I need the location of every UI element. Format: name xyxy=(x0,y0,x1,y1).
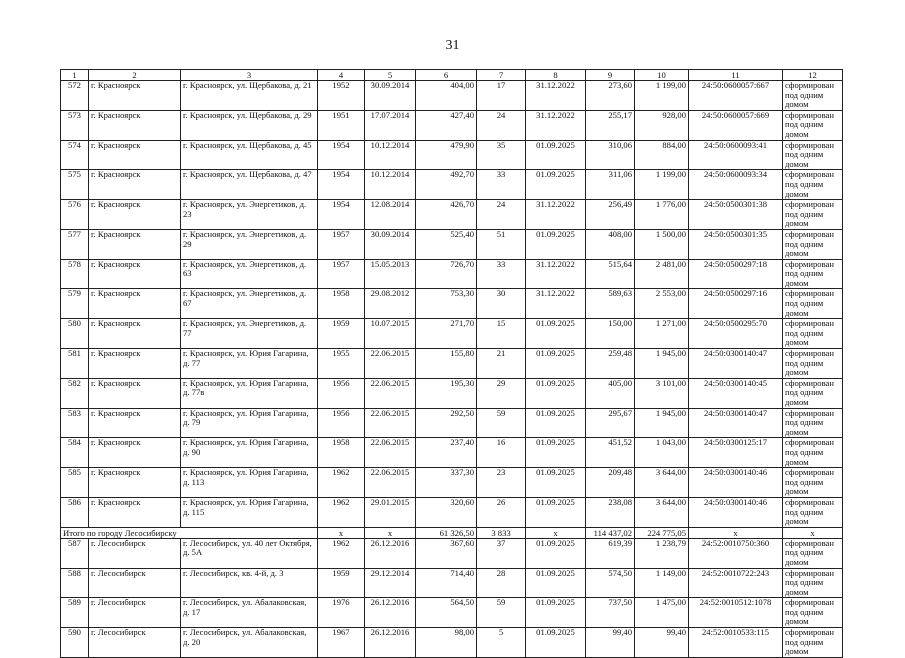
land-status: сформирован под одним домом xyxy=(783,378,843,408)
table-row xyxy=(61,319,843,349)
residents: 26 xyxy=(477,497,526,527)
area-total: 1 945,00 xyxy=(635,408,689,438)
address: г. Красноярск, ул. Юрия Гагарина, д. 113 xyxy=(181,468,318,498)
address: г. Красноярск, ул. Юрия Гагарина, д. 79 xyxy=(181,408,318,438)
date: 30.09.2014 xyxy=(365,81,416,111)
row-number: 585 xyxy=(61,468,89,498)
address: г. Красноярск, ул. Юрия Гагарина, д. 77 xyxy=(181,349,318,379)
year-built: 1967 xyxy=(318,628,365,658)
table-row xyxy=(61,200,843,230)
municipality: г. Красноярск xyxy=(89,289,181,319)
table-row xyxy=(61,497,843,527)
residents: 5 xyxy=(477,628,526,658)
address: г. Красноярск, ул. Щербакова, д. 29 xyxy=(181,110,318,140)
address: г. Красноярск, ул. Энергетиков, д. 63 xyxy=(181,259,318,289)
municipality: г. Лесосибирск xyxy=(89,568,181,598)
date: 22.06.2015 xyxy=(365,349,416,379)
deadline: 01.09.2025 xyxy=(526,408,586,438)
column-header: 6 xyxy=(416,70,477,81)
area-total: 1 199,00 xyxy=(635,81,689,111)
address: г. Красноярск, ул. Щербакова, д. 21 xyxy=(181,81,318,111)
date: 12.08.2014 xyxy=(365,200,416,230)
area: 367,60 xyxy=(416,538,477,568)
land-status: сформирован под одним домом xyxy=(783,628,843,658)
table-row xyxy=(61,408,843,438)
residents: 24 xyxy=(477,110,526,140)
area: 404,00 xyxy=(416,81,477,111)
address: г. Красноярск, ул. Юрия Гагарина, д. 77в xyxy=(181,378,318,408)
deadline: 01.09.2025 xyxy=(526,170,586,200)
address: г. Красноярск, ул. Юрия Гагарина, д. 90 xyxy=(181,438,318,468)
row-number: 588 xyxy=(61,568,89,598)
row-number: 583 xyxy=(61,408,89,438)
column-header: 2 xyxy=(89,70,181,81)
cadastral-number: 24:50:0500301:35 xyxy=(689,229,783,259)
deadline: 01.09.2025 xyxy=(526,598,586,628)
area: 320,60 xyxy=(416,497,477,527)
cost: 737,50 xyxy=(586,598,635,628)
cost: 256,49 xyxy=(586,200,635,230)
deadline: 01.09.2025 xyxy=(526,319,586,349)
date: 10.12.2014 xyxy=(365,140,416,170)
year-built: 1954 xyxy=(318,140,365,170)
cadastral-number: 24:50:0300140:46 xyxy=(689,497,783,527)
deadline: 31.12.2022 xyxy=(526,289,586,319)
date: 15.05.2013 xyxy=(365,259,416,289)
residents: 37 xyxy=(477,538,526,568)
address: г. Красноярск, ул. Щербакова, д. 45 xyxy=(181,140,318,170)
land-status: сформирован под одним домом xyxy=(783,538,843,568)
land-status: сформирован под одним домом xyxy=(783,468,843,498)
cost: 150,00 xyxy=(586,319,635,349)
column-header: 7 xyxy=(477,70,526,81)
row-number: 572 xyxy=(61,81,89,111)
residents: 24 xyxy=(477,200,526,230)
area: 271,70 xyxy=(416,319,477,349)
date: 10.07.2015 xyxy=(365,319,416,349)
municipality: г. Красноярск xyxy=(89,319,181,349)
year-built: 1954 xyxy=(318,170,365,200)
land-status: сформирован под одним домом xyxy=(783,349,843,379)
deadline: 01.09.2025 xyxy=(526,349,586,379)
area-total: 1 199,00 xyxy=(635,170,689,200)
municipality: г. Красноярск xyxy=(89,200,181,230)
address: г. Красноярск, ул. Щербакова, д. 47 xyxy=(181,170,318,200)
column-header: 10 xyxy=(635,70,689,81)
table-row xyxy=(61,259,843,289)
total-value: x xyxy=(783,527,843,538)
cadastral-number: 24:52:0010512:1078 xyxy=(689,598,783,628)
area-total: 1 945,00 xyxy=(635,349,689,379)
year-built: 1952 xyxy=(318,81,365,111)
cost: 408,00 xyxy=(586,229,635,259)
municipality: г. Красноярск xyxy=(89,438,181,468)
address: г. Красноярск, ул. Энергетиков, д. 67 xyxy=(181,289,318,319)
table-row xyxy=(61,438,843,468)
table-row xyxy=(61,229,843,259)
table-row xyxy=(61,110,843,140)
year-built: 1954 xyxy=(318,200,365,230)
row-number: 582 xyxy=(61,378,89,408)
area: 525,40 xyxy=(416,229,477,259)
row-number: 580 xyxy=(61,319,89,349)
deadline: 01.09.2025 xyxy=(526,378,586,408)
cadastral-number: 24:52:0010722:243 xyxy=(689,568,783,598)
cadastral-number: 24:52:0010533:115 xyxy=(689,628,783,658)
area-total: 99,40 xyxy=(635,628,689,658)
cadastral-number: 24:50:0300140:46 xyxy=(689,468,783,498)
table-row xyxy=(61,140,843,170)
area-total: 1 149,00 xyxy=(635,568,689,598)
table-row xyxy=(61,468,843,498)
cadastral-number: 24:50:0600093:34 xyxy=(689,170,783,200)
column-header: 9 xyxy=(586,70,635,81)
date: 29.08.2012 xyxy=(365,289,416,319)
area-total: 3 644,00 xyxy=(635,468,689,498)
cost: 574,50 xyxy=(586,568,635,598)
total-label: Итого по городу Лесосибирску xyxy=(61,527,318,538)
date: 26.12.2016 xyxy=(365,538,416,568)
deadline: 01.09.2025 xyxy=(526,628,586,658)
year-built: 1957 xyxy=(318,259,365,289)
area-total: 1 776,00 xyxy=(635,200,689,230)
deadline: 01.09.2025 xyxy=(526,568,586,598)
area: 155,80 xyxy=(416,349,477,379)
table-row xyxy=(61,568,843,598)
area-total: 3 101,00 xyxy=(635,378,689,408)
date: 22.06.2015 xyxy=(365,438,416,468)
area-total: 1 043,00 xyxy=(635,438,689,468)
land-status: сформирован под одним домом xyxy=(783,170,843,200)
total-value: 61 326,50 xyxy=(416,527,477,538)
municipality: г. Красноярск xyxy=(89,81,181,111)
year-built: 1958 xyxy=(318,289,365,319)
deadline: 31.12.2022 xyxy=(526,110,586,140)
residents: 59 xyxy=(477,598,526,628)
area: 426,70 xyxy=(416,200,477,230)
residents: 15 xyxy=(477,319,526,349)
area: 195,30 xyxy=(416,378,477,408)
column-header: 12 xyxy=(783,70,843,81)
municipality: г. Лесосибирск xyxy=(89,538,181,568)
date: 17.07.2014 xyxy=(365,110,416,140)
cost: 99,40 xyxy=(586,628,635,658)
cost: 238,08 xyxy=(586,497,635,527)
year-built: 1962 xyxy=(318,468,365,498)
land-status: сформирован под одним домом xyxy=(783,140,843,170)
cost: 451,52 xyxy=(586,438,635,468)
area: 479,90 xyxy=(416,140,477,170)
address: г. Лесосибирск, ул. 40 лет Октября, д. 5А xyxy=(181,538,318,568)
row-number: 579 xyxy=(61,289,89,319)
land-status: сформирован под одним домом xyxy=(783,289,843,319)
cost: 255,17 xyxy=(586,110,635,140)
municipality: г. Лесосибирск xyxy=(89,598,181,628)
table-row xyxy=(61,598,843,628)
deadline: 01.09.2025 xyxy=(526,438,586,468)
date: 29.12.2014 xyxy=(365,568,416,598)
cadastral-number: 24:50:0500297:18 xyxy=(689,259,783,289)
residents: 16 xyxy=(477,438,526,468)
area: 714,40 xyxy=(416,568,477,598)
residents: 17 xyxy=(477,81,526,111)
cadastral-number: 24:52:0010750:360 xyxy=(689,538,783,568)
table-row xyxy=(61,628,843,658)
residents: 59 xyxy=(477,408,526,438)
column-header: 4 xyxy=(318,70,365,81)
land-status: сформирован под одним домом xyxy=(783,568,843,598)
total-value: x xyxy=(689,527,783,538)
area: 337,30 xyxy=(416,468,477,498)
date: 26.12.2016 xyxy=(365,628,416,658)
area-total: 884,00 xyxy=(635,140,689,170)
date: 30.09.2014 xyxy=(365,229,416,259)
year-built: 1951 xyxy=(318,110,365,140)
land-status: сформирован под одним домом xyxy=(783,319,843,349)
land-status: сформирован под одним домом xyxy=(783,110,843,140)
deadline: 31.12.2022 xyxy=(526,259,586,289)
municipality: г. Красноярск xyxy=(89,408,181,438)
residents: 51 xyxy=(477,229,526,259)
total-value: 3 833 xyxy=(477,527,526,538)
cadastral-number: 24:50:0300125:17 xyxy=(689,438,783,468)
cadastral-number: 24:50:0300140:47 xyxy=(689,349,783,379)
residents: 30 xyxy=(477,289,526,319)
area-total: 1 475,00 xyxy=(635,598,689,628)
area: 98,00 xyxy=(416,628,477,658)
row-number: 577 xyxy=(61,229,89,259)
area: 753,30 xyxy=(416,289,477,319)
municipality: г. Красноярск xyxy=(89,497,181,527)
area: 292,50 xyxy=(416,408,477,438)
deadline: 01.09.2025 xyxy=(526,140,586,170)
total-value: x xyxy=(318,527,365,538)
municipality: г. Красноярск xyxy=(89,140,181,170)
cost: 589,63 xyxy=(586,289,635,319)
land-status: сформирован под одним домом xyxy=(783,408,843,438)
cost: 259,48 xyxy=(586,349,635,379)
cost: 405,00 xyxy=(586,378,635,408)
land-status: сформирован под одним домом xyxy=(783,497,843,527)
area-total: 2 553,00 xyxy=(635,289,689,319)
cadastral-number: 24:50:0600057:669 xyxy=(689,110,783,140)
total-row xyxy=(61,527,843,538)
residents: 23 xyxy=(477,468,526,498)
address: г. Красноярск, ул. Энергетиков, д. 77 xyxy=(181,319,318,349)
total-value: x xyxy=(365,527,416,538)
row-number: 586 xyxy=(61,497,89,527)
deadline: 01.09.2025 xyxy=(526,229,586,259)
cost: 311,06 xyxy=(586,170,635,200)
cost: 273,60 xyxy=(586,81,635,111)
column-header-row xyxy=(61,70,843,81)
deadline: 01.09.2025 xyxy=(526,497,586,527)
area: 564,50 xyxy=(416,598,477,628)
table-row xyxy=(61,378,843,408)
date: 26.12.2016 xyxy=(365,598,416,628)
row-number: 584 xyxy=(61,438,89,468)
year-built: 1959 xyxy=(318,568,365,598)
cost: 209,48 xyxy=(586,468,635,498)
residents: 33 xyxy=(477,259,526,289)
row-number: 589 xyxy=(61,598,89,628)
date: 22.06.2015 xyxy=(365,408,416,438)
table-row xyxy=(61,81,843,111)
row-number: 575 xyxy=(61,170,89,200)
residents: 29 xyxy=(477,378,526,408)
area-total: 928,00 xyxy=(635,110,689,140)
address: г. Красноярск, ул. Юрия Гагарина, д. 115 xyxy=(181,497,318,527)
area: 427,40 xyxy=(416,110,477,140)
deadline: 01.09.2025 xyxy=(526,468,586,498)
total-value: 224 775,05 xyxy=(635,527,689,538)
column-header: 3 xyxy=(181,70,318,81)
year-built: 1957 xyxy=(318,229,365,259)
cadastral-number: 24:50:0300140:47 xyxy=(689,408,783,438)
year-built: 1962 xyxy=(318,497,365,527)
registry-table xyxy=(60,69,843,658)
cost: 619,39 xyxy=(586,538,635,568)
cost: 515,64 xyxy=(586,259,635,289)
area-total: 1 238,79 xyxy=(635,538,689,568)
row-number: 587 xyxy=(61,538,89,568)
residents: 35 xyxy=(477,140,526,170)
column-header: 8 xyxy=(526,70,586,81)
municipality: г. Красноярск xyxy=(89,110,181,140)
residents: 28 xyxy=(477,568,526,598)
municipality: г. Красноярск xyxy=(89,349,181,379)
area-total: 2 481,00 xyxy=(635,259,689,289)
area-total: 1 271,00 xyxy=(635,319,689,349)
area: 492,70 xyxy=(416,170,477,200)
year-built: 1959 xyxy=(318,319,365,349)
total-value: x xyxy=(526,527,586,538)
date: 22.06.2015 xyxy=(365,378,416,408)
deadline: 31.12.2022 xyxy=(526,81,586,111)
table-row xyxy=(61,170,843,200)
row-number: 573 xyxy=(61,110,89,140)
row-number: 574 xyxy=(61,140,89,170)
land-status: сформирован под одним домом xyxy=(783,598,843,628)
cost: 310,06 xyxy=(586,140,635,170)
area: 237,40 xyxy=(416,438,477,468)
row-number: 578 xyxy=(61,259,89,289)
page-number: 31 xyxy=(445,38,460,53)
municipality: г. Красноярск xyxy=(89,468,181,498)
cadastral-number: 24:50:0600057:667 xyxy=(689,81,783,111)
cost: 295,67 xyxy=(586,408,635,438)
cadastral-number: 24:50:0500297:16 xyxy=(689,289,783,319)
land-status: сформирован под одним домом xyxy=(783,200,843,230)
address: г. Красноярск, ул. Энергетиков, д. 29 xyxy=(181,229,318,259)
land-status: сформирован под одним домом xyxy=(783,229,843,259)
date: 22.06.2015 xyxy=(365,468,416,498)
year-built: 1956 xyxy=(318,408,365,438)
total-value: 114 437,02 xyxy=(586,527,635,538)
municipality: г. Красноярск xyxy=(89,378,181,408)
cadastral-number: 24:50:0300140:45 xyxy=(689,378,783,408)
residents: 33 xyxy=(477,170,526,200)
date: 10.12.2014 xyxy=(365,170,416,200)
row-number: 576 xyxy=(61,200,89,230)
land-status: сформирован под одним домом xyxy=(783,438,843,468)
deadline: 31.12.2022 xyxy=(526,200,586,230)
cadastral-number: 24:50:0500301:38 xyxy=(689,200,783,230)
column-header: 1 xyxy=(61,70,89,81)
year-built: 1956 xyxy=(318,378,365,408)
year-built: 1955 xyxy=(318,349,365,379)
municipality: г. Красноярск xyxy=(89,229,181,259)
land-status: сформирован под одним домом xyxy=(783,81,843,111)
deadline: 01.09.2025 xyxy=(526,538,586,568)
row-number: 581 xyxy=(61,349,89,379)
address: г. Красноярск, ул. Энергетиков, д. 23 xyxy=(181,200,318,230)
cadastral-number: 24:50:0600093:41 xyxy=(689,140,783,170)
address: г. Лесосибирск, кв. 4-й, д. 3 xyxy=(181,568,318,598)
year-built: 1958 xyxy=(318,438,365,468)
table-row xyxy=(61,538,843,568)
area-total: 1 500,00 xyxy=(635,229,689,259)
land-status: сформирован под одним домом xyxy=(783,259,843,289)
area: 726,70 xyxy=(416,259,477,289)
year-built: 1962 xyxy=(318,538,365,568)
row-number: 590 xyxy=(61,628,89,658)
table-row xyxy=(61,349,843,379)
column-header: 11 xyxy=(689,70,783,81)
address: г. Лесосибирск, ул. Абалаковская, д. 20 xyxy=(181,628,318,658)
municipality: г. Лесосибирск xyxy=(89,628,181,658)
table-row xyxy=(61,289,843,319)
residents: 21 xyxy=(477,349,526,379)
cadastral-number: 24:50:0500295:70 xyxy=(689,319,783,349)
column-header: 5 xyxy=(365,70,416,81)
address: г. Лесосибирск, ул. Абалаковская, д. 17 xyxy=(181,598,318,628)
municipality: г. Красноярск xyxy=(89,170,181,200)
area-total: 3 644,00 xyxy=(635,497,689,527)
year-built: 1976 xyxy=(318,598,365,628)
municipality: г. Красноярск xyxy=(89,259,181,289)
date: 29.01.2015 xyxy=(365,497,416,527)
